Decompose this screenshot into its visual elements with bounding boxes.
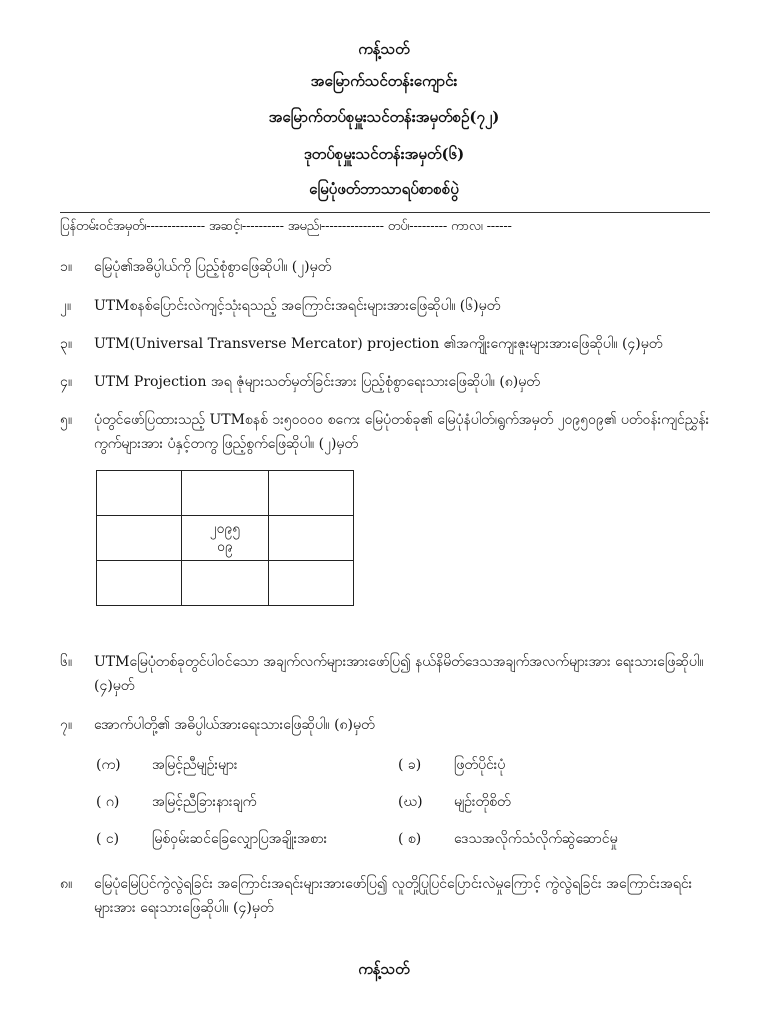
question-text: မြေပုံ၏အဓိပ္ပါယ်ကို ပြည့်စုံစွာဖြေဆိုပါ။ (၂)မှတ် <box>94 259 332 275</box>
option-label: ( င) <box>96 831 120 847</box>
question-text: အောက်ပါတို့၏ အဓိပ္ပါယ်အားရေးသားဖြေဆိုပါ။ (၈)မှတ် <box>94 717 375 733</box>
question-1 <box>60 255 710 279</box>
question-number: ၈။ <box>60 876 73 892</box>
grid-cell <box>269 516 354 561</box>
question-8 <box>60 872 710 920</box>
classification-header: ကန့်သတ် <box>358 40 410 58</box>
question-text: UTM(Universal Transverse Mercator) projection ၏အကျိုးကျေးဇူးများအားဖြေဆိုပါ။ (၄)မှတ် <box>94 336 663 352</box>
map-sheet-number: ၂၀၉၅ <box>209 521 241 537</box>
option-text: အမြင့်ညီခြားနားချက် <box>152 794 257 810</box>
map-sheet-grid <box>96 470 354 606</box>
option-label: ( စ) <box>398 831 422 847</box>
question-number: ၁။ <box>60 259 73 275</box>
question-number: ၃။ <box>60 336 73 352</box>
option-text: မျဉ်းတိုစိတ် <box>454 794 511 810</box>
question-number: ၄။ <box>60 374 73 390</box>
question-4 <box>60 370 710 394</box>
option-label: (က) <box>96 757 121 773</box>
option-ka <box>96 755 238 776</box>
option-text: ဖြတ်ပိုင်းပုံ <box>454 757 506 773</box>
grid-cell-center <box>182 516 269 561</box>
option-sa <box>398 829 618 850</box>
option-text: မြစ်ဝှမ်းဆင်ခြေလျှောပြအချိုးအစား <box>152 831 328 847</box>
option-kha <box>398 755 505 776</box>
question-text: UTMစနစ်ပြောင်းလဲကျင့်သုံးရသည့် အကြောင်းအရင်းများအားဖြေဆိုပါ။ (၆)မှတ် <box>94 298 501 314</box>
map-sheet-suffix: ၀၉ <box>217 539 233 555</box>
grid-cell <box>269 561 354 606</box>
grid-cell <box>269 471 354 516</box>
option-ga <box>96 792 256 813</box>
divider <box>60 212 710 213</box>
grid-cell <box>97 471 182 516</box>
option-text: အမြင့်ညီမျဉ်းများ <box>152 757 238 773</box>
grid-cell <box>182 561 269 606</box>
option-gha <box>398 792 511 813</box>
question-number: ၂။ <box>60 298 72 314</box>
question-number: ၇။ <box>60 717 73 733</box>
question-2 <box>60 294 710 318</box>
classification-footer: ကန့်သတ် <box>358 960 410 978</box>
candidate-info-line: ပြန်တမ်းဝင်အမှတ်၊-------------- အဆင့်၊---------- အမည်၊--------------- တပ်၊--------- ကာလ၊ ------ <box>60 219 512 234</box>
question-text: မြေပုံမြေပြင်ကွဲလွဲရခြင်း အကြောင်းအရင်းများအားဖော်ပြ၍ လူတို့ပြုပြင်ပြောင်းလဲမှုကြောင့် ကွဲလွဲရခြင်း အကြောင်းအရင်းများအား ရေးသားဖြေဆိုပါ။ (၄)မှတ် <box>94 876 693 916</box>
question-6 <box>60 650 710 698</box>
question-text: UTMမြေပုံတစ်ခုတွင်ပါဝင်သော အချက်လက်များအားဖော်ပြ၍ နယ်နိမိတ်ဒေသအချက်အလက်များအား ရေးသားဖြေဆိုပါ။ (၄)မှတ် <box>94 654 704 694</box>
question-number: ၆။ <box>60 654 73 670</box>
option-text: ဒေသအလိုက်သံလိုက်ဆွဲဆောင်မှု <box>454 831 618 847</box>
question-text: ပုံတွင်ဖော်ပြထားသည့် UTMစနစ် ၁း၅၀၀၀၀ စကေး မြေပုံတစ်ခု၏ မြေပုံနံပါတ်၊ရွက်အမှတ် ၂၀၉၅၀၉၏ ပတ်ဝန်းကျင်ညွှန်းကွက်များအား ပံနှင့်တကွ ဖြည့်စွက်ဖြေဆိုပါ။ (၂)မှတ် <box>94 412 710 452</box>
option-label: (ဃ) <box>398 794 423 810</box>
option-label: ( ခ) <box>398 757 422 773</box>
question-text: UTM Projection အရ ဇုံများသတ်မှတ်ခြင်းအား ပြည့်စုံစွာရေးသားဖြေဆိုပါ။ (၈)မှတ် <box>94 374 540 390</box>
question-5 <box>60 408 710 456</box>
grid-cell <box>97 561 182 606</box>
grid-cell <box>97 516 182 561</box>
grid-cell <box>182 471 269 516</box>
school-name: အမြောက်သင်တန်းကျောင်း <box>310 72 458 90</box>
option-label: ( ဂ) <box>96 794 120 810</box>
class-number: ဒုတပ်စုမှူးသင်တန်းအမှတ်(၆) <box>303 145 465 163</box>
course-batch: အမြောက်တပ်စုမှူးသင်တန်းအမှတ်စဉ်(၇၂) <box>268 108 500 126</box>
question-3 <box>60 332 710 356</box>
question-number: ၅။ <box>60 412 73 428</box>
exam-subject: မြေပုံဖတ်ဘာသာရပ်စာစစ်ပွဲ <box>309 180 459 198</box>
question-7 <box>60 713 710 737</box>
option-nga <box>96 829 327 850</box>
